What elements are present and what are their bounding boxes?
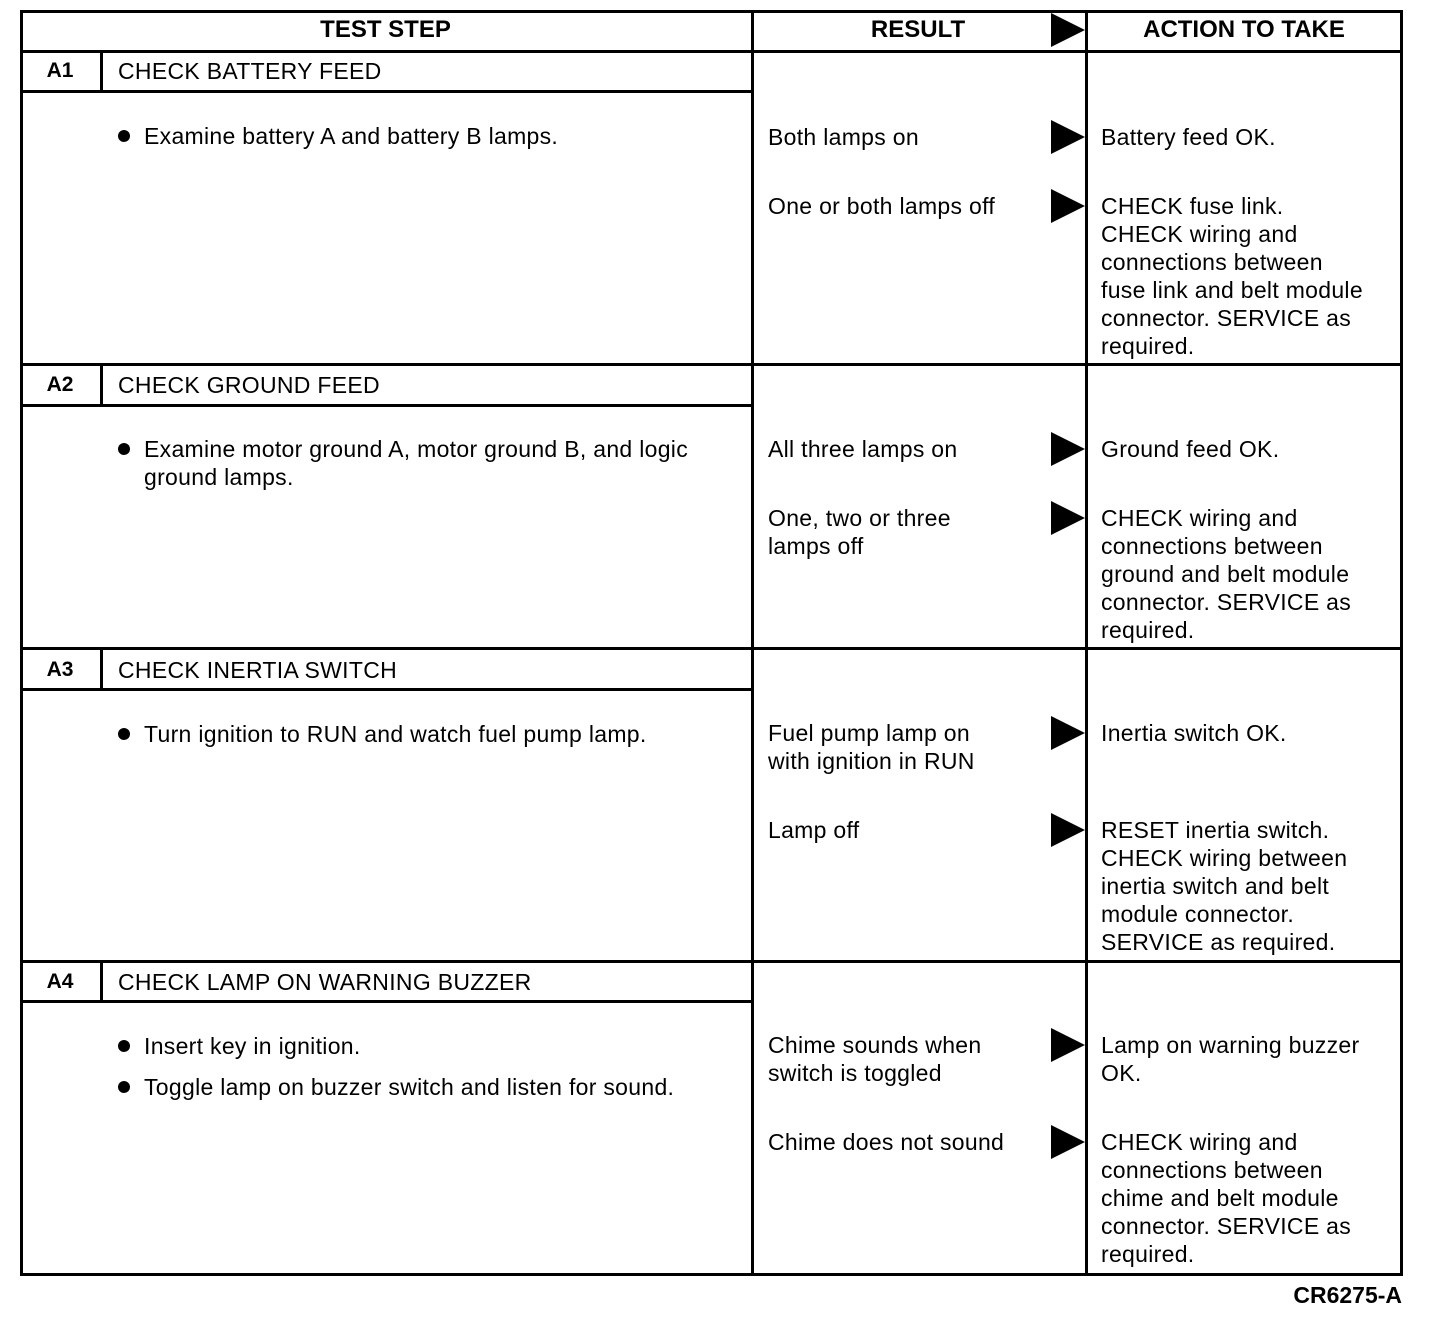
- header-arrow-icon: [1051, 13, 1085, 47]
- step-a1-title: CHECK BATTERY FEED: [118, 58, 382, 84]
- step-a2-action-1: Ground feed OK.: [1101, 436, 1280, 462]
- bullet-icon: [118, 728, 130, 740]
- step-a3-bottom-border: [20, 960, 1403, 963]
- step-a2-action-2: CHECK wiring and connections between ground and belt module connector. SERVICE as required.: [1101, 505, 1352, 643]
- step-a4-id: A4: [46, 970, 74, 993]
- column-divider-action: [1085, 10, 1088, 1276]
- arrow-icon: [1051, 432, 1085, 466]
- step-a4-action-1: Lamp on warning buzzer OK.: [1101, 1032, 1360, 1086]
- step-a3-action-2: RESET inertia switch. CHECK wiring between inertia switch and belt module connector. SERVICE as required.: [1101, 817, 1348, 955]
- step-a3-id: A3: [46, 658, 74, 681]
- table-left-border: [20, 10, 23, 1276]
- step-a4-title-underline: [20, 1000, 753, 1003]
- step-a3-title-underline: [20, 688, 753, 691]
- step-a4-title: CHECK LAMP ON WARNING BUZZER: [118, 969, 532, 995]
- arrow-icon: [1051, 716, 1085, 750]
- step-a1-id-divider: [100, 50, 103, 92]
- step-a2-instruction: Examine motor ground A, motor ground B, and logic ground lamps.: [144, 436, 688, 490]
- step-a2-bottom-border: [20, 647, 1403, 650]
- arrow-icon: [1051, 501, 1085, 535]
- step-a1-bottom-border: [20, 363, 1403, 366]
- arrow-icon: [1051, 120, 1085, 154]
- header-action: ACTION TO TAKE: [1143, 16, 1345, 43]
- step-a4-action-2: CHECK wiring and connections between chime and belt module connector. SERVICE as required.: [1101, 1129, 1352, 1267]
- table-bottom-border: [20, 1273, 1403, 1276]
- step-a4-instruction-2: Toggle lamp on buzzer switch and listen for sound.: [144, 1074, 675, 1100]
- step-a3-result-1: Fuel pump lamp on with ignition in RUN: [768, 720, 975, 774]
- step-a1-id: A1: [46, 59, 74, 82]
- arrow-icon: [1051, 1125, 1085, 1159]
- step-a4-id-divider: [100, 960, 103, 1002]
- header-result: RESULT: [870, 16, 966, 43]
- step-a3-id-divider: [100, 647, 103, 690]
- arrow-icon: [1051, 189, 1085, 223]
- step-a2-title: CHECK GROUND FEED: [118, 372, 380, 398]
- step-a1-action-1: Battery feed OK.: [1101, 124, 1276, 150]
- figure-id: CR6275-A: [1293, 1282, 1402, 1308]
- column-divider-result: [751, 10, 754, 1276]
- bullet-icon: [118, 1081, 130, 1093]
- table-top-border: [20, 10, 1403, 13]
- step-a3-instruction: Turn ignition to RUN and watch fuel pump lamp.: [144, 721, 647, 747]
- step-a4-instruction-1: Insert key in ignition.: [144, 1033, 361, 1059]
- step-a2-result-2: One, two or three lamps off: [768, 505, 951, 559]
- step-a3-result-2: Lamp off: [768, 817, 860, 843]
- step-a2-id-divider: [100, 363, 103, 406]
- step-a3-action-1: Inertia switch OK.: [1101, 720, 1287, 746]
- step-a1-instruction: Examine battery A and battery B lamps.: [144, 123, 559, 149]
- table-right-border: [1400, 10, 1403, 1276]
- arrow-icon: [1051, 1028, 1085, 1062]
- arrow-icon: [1051, 813, 1085, 847]
- step-a1-title-underline: [20, 90, 753, 93]
- step-a1-action-2: CHECK fuse link. CHECK wiring and connections between fuse link and belt module connector. SERVICE as required.: [1101, 193, 1363, 359]
- step-a1-result-2: One or both lamps off: [768, 193, 996, 219]
- bullet-icon: [118, 130, 130, 142]
- step-a3-title: CHECK INERTIA SWITCH: [118, 657, 398, 683]
- header-bottom-border: [20, 50, 1403, 53]
- header-test-step: TEST STEP: [320, 16, 451, 43]
- bullet-icon: [118, 443, 130, 455]
- step-a4-result-2: Chime does not sound: [768, 1129, 1005, 1155]
- step-a2-id: A2: [46, 373, 74, 396]
- step-a4-result-1: Chime sounds when switch is toggled: [768, 1032, 982, 1086]
- bullet-icon: [118, 1040, 130, 1052]
- step-a2-title-underline: [20, 404, 753, 407]
- step-a1-result-1: Both lamps on: [768, 124, 919, 150]
- step-a2-result-1: All three lamps on: [768, 436, 958, 462]
